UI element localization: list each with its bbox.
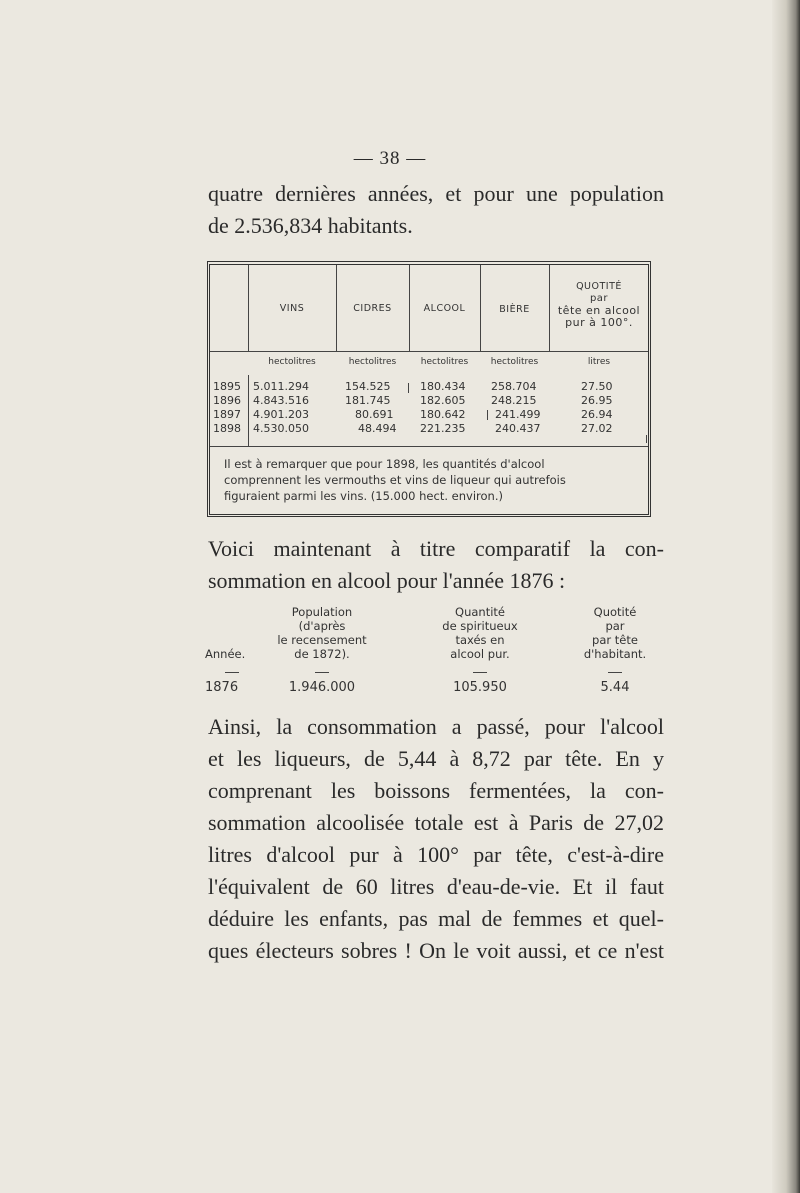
cell-vins: 4.530.050 bbox=[253, 422, 309, 435]
header-vins: VINS bbox=[279, 303, 305, 314]
text-line: Ainsi, la consommation a passé, pour l'alcool bbox=[208, 714, 664, 739]
cell-year: 1895 bbox=[213, 380, 241, 393]
text-line: de 2.536,834 habitants. bbox=[208, 213, 413, 238]
text-line: sommation alcoolisée totale est à Paris de 27,02 bbox=[208, 810, 664, 835]
header-population bbox=[262, 605, 382, 661]
dash-rule bbox=[315, 672, 329, 673]
cell-quotite: 5.44 bbox=[600, 680, 630, 695]
header-line: taxés en bbox=[455, 633, 505, 647]
header-quantite bbox=[425, 605, 535, 661]
paragraph-3 bbox=[208, 711, 664, 967]
text-line: sommation en alcool pour l'année 1876 : bbox=[208, 568, 566, 593]
header-quotite-line: tête en alcool bbox=[557, 304, 641, 317]
cell-cidres: 80.691 bbox=[355, 408, 394, 421]
header-line: par tête bbox=[592, 633, 638, 647]
cell-population: 1.946.000 bbox=[288, 680, 356, 695]
header-quotite-line: par bbox=[589, 293, 609, 304]
cell-cidres: 48.494 bbox=[358, 422, 397, 435]
text-line: l'équivalent de 60 litres d'eau-de-vie. Et il faut bbox=[208, 874, 664, 899]
cell-quotite: 26.95 bbox=[581, 394, 613, 407]
text-line: et les liqueurs, de 5,44 à 8,72 par tête. En y bbox=[208, 746, 664, 771]
header-alcool: ALCOOL bbox=[423, 303, 466, 314]
cell-vins: 4.843.516 bbox=[253, 394, 309, 407]
cell-quotite: 27.50 bbox=[581, 380, 613, 393]
dash-rule bbox=[225, 672, 239, 673]
cell-alcool: 182.605 bbox=[420, 394, 466, 407]
cell-vins: 4.901.203 bbox=[253, 408, 309, 421]
cell-year: 1898 bbox=[213, 422, 241, 435]
cell-quotite: 27.02 bbox=[581, 422, 613, 435]
table-header-rule bbox=[210, 351, 648, 352]
header-quotite bbox=[549, 281, 649, 329]
header-line: de 1872). bbox=[294, 647, 350, 661]
unit-biere: hectolitres bbox=[490, 357, 539, 367]
table-body-rule bbox=[210, 446, 648, 447]
text-line: Voici maintenant à titre comparatif la con- bbox=[208, 536, 664, 561]
page-number: — 38 — bbox=[353, 148, 427, 169]
cell-alcool: 180.642 bbox=[420, 408, 466, 421]
cell-vins: 5.011.294 bbox=[253, 380, 309, 393]
header-quotite-1876 bbox=[560, 605, 670, 661]
cell-quantite: 105.950 bbox=[453, 680, 507, 695]
book-binding-edge bbox=[772, 0, 800, 1193]
cell-biere: 241.499 bbox=[495, 408, 541, 421]
unit-vins: hectolitres bbox=[268, 357, 316, 367]
cell-biere: 258.704 bbox=[491, 380, 537, 393]
note-line: figuraient parmi les vins. (15.000 hect. environ.) bbox=[224, 489, 503, 503]
dash-rule bbox=[473, 672, 487, 673]
cell-biere: 248.215 bbox=[491, 394, 537, 407]
cell-cidres: 181.745 bbox=[345, 394, 391, 407]
header-line: d'habitant. bbox=[583, 647, 647, 661]
header-line: Population bbox=[291, 605, 353, 619]
cell-alcool: 221.235 bbox=[420, 422, 466, 435]
text-line: ques électeurs sobres ! On le voit aussi, et ce n'est bbox=[208, 938, 664, 963]
text-line: litres d'alcool pur à 100° par tête, c'est-à-dire bbox=[208, 842, 664, 867]
consumption-table bbox=[207, 261, 651, 517]
paragraph-1 bbox=[208, 178, 664, 242]
note-line: Il est à remarquer que pour 1898, les quantités d'alcool bbox=[224, 457, 545, 471]
header-line: (d'après bbox=[298, 619, 346, 633]
column-divider bbox=[248, 375, 249, 446]
header-quotite-line: pur à 100°. bbox=[565, 316, 633, 329]
dash-rule bbox=[608, 672, 622, 673]
paragraph-2 bbox=[208, 533, 664, 597]
unit-quotite: litres bbox=[587, 357, 611, 367]
cell-annee: 1876 bbox=[205, 680, 239, 695]
cell-quotite: 26.94 bbox=[581, 408, 613, 421]
header-quotite-line: QUOTITÉ bbox=[576, 281, 622, 292]
unit-cidres: hectolitres bbox=[348, 357, 397, 367]
header-biere: BIÈRE bbox=[499, 304, 530, 315]
text-line: quatre dernières années, et pour une population bbox=[208, 181, 664, 206]
cell-year: 1897 bbox=[213, 408, 241, 421]
header-line: Quotité bbox=[593, 605, 637, 619]
note-line: comprennent les vermouths et vins de liqueur qui autrefois bbox=[224, 473, 566, 487]
header-line: Quantité bbox=[455, 605, 505, 619]
column-divider bbox=[408, 383, 409, 393]
cell-biere: 240.437 bbox=[495, 422, 541, 435]
unit-alcool: hectolitres bbox=[420, 357, 469, 367]
header-annee: Année. bbox=[205, 647, 246, 661]
cell-alcool: 180.434 bbox=[420, 380, 466, 393]
table-note bbox=[224, 456, 638, 504]
header-line: alcool pur. bbox=[450, 647, 510, 661]
header-line: de spiritueux bbox=[442, 619, 518, 633]
text-line: comprenant les boissons fermentées, la con- bbox=[208, 778, 664, 803]
column-divider bbox=[487, 410, 488, 420]
header-line: le recensement bbox=[277, 633, 367, 647]
column-divider bbox=[646, 435, 647, 443]
cell-cidres: 154.525 bbox=[345, 380, 391, 393]
cell-year: 1896 bbox=[213, 394, 241, 407]
text-line: déduire les enfants, pas mal de femmes et quel- bbox=[208, 906, 664, 931]
header-line: par bbox=[605, 619, 625, 633]
header-cidres: CIDRES bbox=[353, 303, 392, 314]
